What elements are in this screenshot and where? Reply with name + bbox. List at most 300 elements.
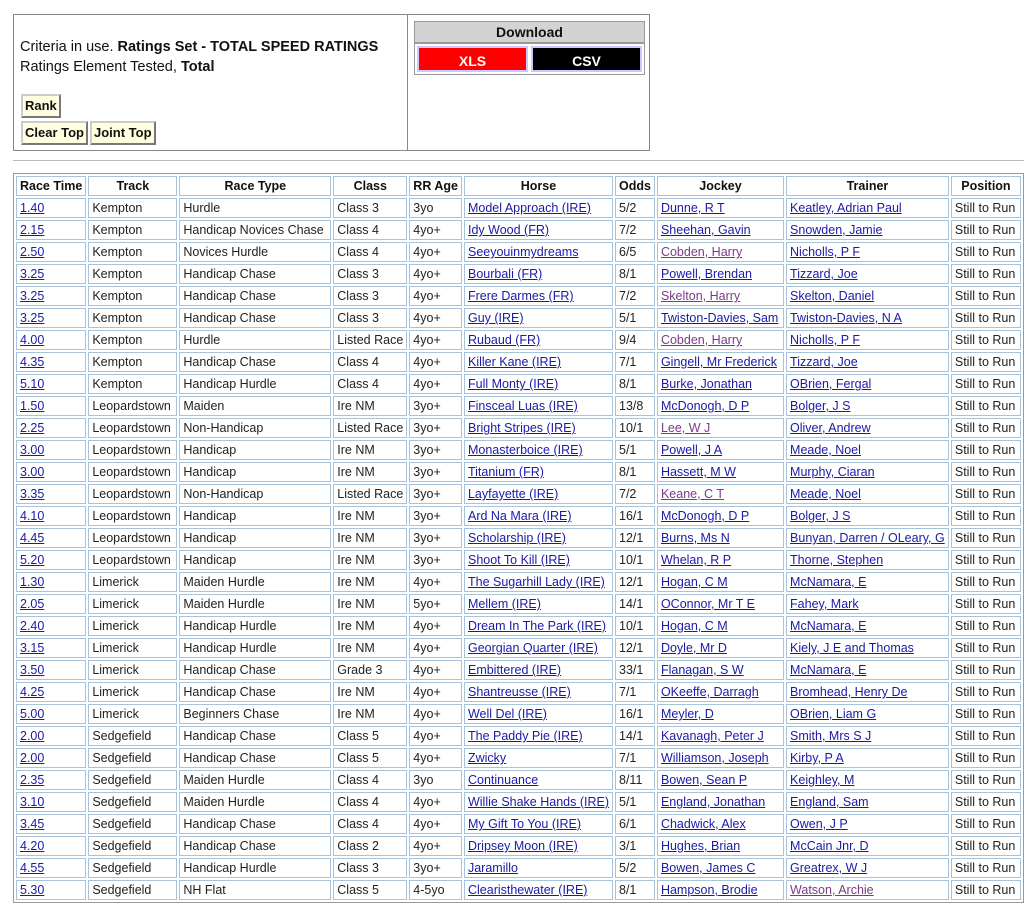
cell-position: Still to Run — [951, 704, 1021, 724]
cell-race-type: Handicap Chase — [179, 814, 331, 834]
trainer-link[interactable]: Tizzard, Joe — [790, 355, 858, 369]
cell-track: Sedgefield — [88, 858, 177, 878]
race-time-link[interactable]: 1.30 — [20, 575, 45, 589]
cell-trainer — [786, 308, 949, 328]
trainer-link[interactable]: Bolger, J S — [790, 399, 851, 413]
cell-rr-age: 3yo+ — [409, 418, 462, 438]
race-time-link[interactable]: 3.25 — [20, 289, 45, 303]
trainer-link[interactable]: Greatrex, W J — [790, 861, 868, 875]
table-header-row — [16, 176, 1021, 196]
cell-race-time — [16, 462, 86, 482]
cell-track: Kempton — [88, 286, 177, 306]
jockey-link[interactable]: Keane, C T — [660, 487, 724, 501]
cell-track: Sedgefield — [88, 880, 177, 900]
cell-odds: 6/1 — [615, 814, 655, 834]
trainer-link[interactable]: McCain Jnr, D — [790, 839, 869, 853]
trainer-link[interactable]: England, Sam — [790, 795, 869, 809]
cell-class: Ire NM — [333, 506, 407, 526]
cell-odds: 12/1 — [615, 638, 655, 658]
cell-horse — [464, 572, 613, 592]
horse-link[interactable]: Scholarship (IRE) — [467, 531, 566, 545]
cell-race-type: NH Flat — [179, 880, 331, 900]
cell-position: Still to Run — [951, 396, 1021, 416]
cell-odds: 5/1 — [615, 308, 655, 328]
cell-odds: 14/1 — [615, 726, 655, 746]
cell-position: Still to Run — [951, 462, 1021, 482]
race-time-link[interactable]: 3.15 — [20, 641, 45, 655]
cell-race-type: Maiden Hurdle — [179, 572, 331, 592]
jockey-link[interactable]: Powell, Brendan — [660, 267, 752, 281]
cell-odds: 8/1 — [615, 264, 655, 284]
race-time-link[interactable]: 5.20 — [20, 553, 45, 567]
jockey-link[interactable]: Cobden, Harry — [660, 245, 743, 259]
cell-race-type: Handicap Hurdle — [179, 638, 331, 658]
horse-link[interactable]: Dream In The Park (IRE) — [467, 619, 606, 633]
criteria-line-2 — [20, 57, 407, 77]
horse-link[interactable]: Killer Kane (IRE) — [467, 355, 562, 369]
cell-class: Listed Race — [333, 484, 407, 504]
race-time-link[interactable]: 3.10 — [20, 795, 45, 809]
jockey-link[interactable]: Skelton, Harry — [660, 289, 741, 303]
horse-link[interactable]: Full Monty (IRE) — [467, 377, 559, 391]
cell-track: Sedgefield — [88, 726, 177, 746]
cell-rr-age: 4yo+ — [409, 814, 462, 834]
cell-track: Sedgefield — [88, 748, 177, 768]
race-time-link[interactable]: 5.00 — [20, 707, 45, 721]
cell-jockey — [657, 836, 784, 856]
joint-top-button[interactable]: Joint Top — [90, 121, 156, 145]
cell-jockey — [657, 814, 784, 834]
trainer-link[interactable]: Meade, Noel — [790, 443, 861, 457]
cell-class: Ire NM — [333, 396, 407, 416]
jockey-link[interactable]: Meyler, D — [660, 707, 714, 721]
table-row — [16, 528, 1021, 548]
race-time-link[interactable]: 5.10 — [20, 377, 45, 391]
cell-rr-age: 3yo+ — [409, 550, 462, 570]
cell-position: Still to Run — [951, 484, 1021, 504]
cell-track: Limerick — [88, 572, 177, 592]
cell-odds: 7/2 — [615, 484, 655, 504]
cell-class: Class 2 — [333, 836, 407, 856]
jockey-link[interactable]: OKeeffe, Darragh — [660, 685, 759, 699]
trainer-link[interactable]: Skelton, Daniel — [790, 289, 875, 303]
cell-class: Listed Race — [333, 418, 407, 438]
cell-jockey — [657, 198, 784, 218]
trainer-link[interactable]: McNamara, E — [790, 575, 867, 589]
horse-link[interactable]: Shoot To Kill (IRE) — [467, 553, 570, 567]
cell-race-time — [16, 264, 86, 284]
cell-class: Class 5 — [333, 748, 407, 768]
cell-horse — [464, 396, 613, 416]
jockey-link[interactable]: Burns, Ms N — [660, 531, 730, 545]
horse-link[interactable]: Clearisthewater (IRE) — [467, 883, 588, 897]
jockey-link[interactable]: Kavanagh, Peter J — [660, 729, 764, 743]
horse-link[interactable]: Dripsey Moon (IRE) — [467, 839, 578, 853]
horse-link[interactable]: Frere Darmes (FR) — [467, 289, 574, 303]
clear-top-button[interactable]: Clear Top — [21, 121, 88, 145]
cell-race-type: Non-Handicap — [179, 484, 331, 504]
header-position: Position — [951, 176, 1021, 196]
cell-class: Class 5 — [333, 880, 407, 900]
divider — [13, 160, 1024, 161]
criteria-line-1 — [20, 37, 407, 57]
race-time-link[interactable]: 3.25 — [20, 311, 45, 325]
cell-track: Limerick — [88, 594, 177, 614]
cell-class: Class 4 — [333, 770, 407, 790]
horse-link[interactable]: Shantreusse (IRE) — [467, 685, 571, 699]
cell-jockey — [657, 506, 784, 526]
race-time-link[interactable]: 2.50 — [20, 245, 45, 259]
cell-odds: 16/1 — [615, 506, 655, 526]
horse-link[interactable]: Layfayette (IRE) — [467, 487, 559, 501]
race-time-link[interactable]: 2.40 — [20, 619, 45, 633]
trainer-link[interactable]: Twiston-Davies, N A — [790, 311, 902, 325]
trainer-link[interactable]: Keighley, M — [790, 773, 855, 787]
jockey-link[interactable]: Doyle, Mr D — [660, 641, 727, 655]
cell-track: Kempton — [88, 330, 177, 350]
cell-odds: 13/8 — [615, 396, 655, 416]
cell-rr-age: 4yo+ — [409, 352, 462, 372]
cell-trainer — [786, 682, 949, 702]
table-row — [16, 242, 1021, 262]
cell-class: Ire NM — [333, 704, 407, 724]
element-value: Total — [180, 59, 215, 75]
cell-odds: 10/1 — [615, 418, 655, 438]
cell-trainer — [786, 440, 949, 460]
cell-race-type: Hurdle — [179, 198, 331, 218]
race-time-link[interactable]: 4.35 — [20, 355, 45, 369]
cell-track: Leopardstown — [88, 550, 177, 570]
cell-trainer — [786, 418, 949, 438]
cell-position: Still to Run — [951, 836, 1021, 856]
jockey-link[interactable]: Twiston-Davies, Sam — [660, 311, 779, 325]
horse-link[interactable]: Embittered (IRE) — [467, 663, 562, 677]
cell-trainer — [786, 220, 949, 240]
cell-position: Still to Run — [951, 330, 1021, 350]
cell-jockey — [657, 286, 784, 306]
race-time-link[interactable]: 2.35 — [20, 773, 45, 787]
trainer-link[interactable]: Bolger, J S — [790, 509, 851, 523]
trainer-link[interactable]: Thorne, Stephen — [790, 553, 884, 567]
cell-rr-age: 4yo+ — [409, 638, 462, 658]
horse-link[interactable]: Seeyouinmydreams — [467, 245, 579, 259]
cell-position: Still to Run — [951, 440, 1021, 460]
cell-jockey — [657, 880, 784, 900]
cell-class: Ire NM — [333, 638, 407, 658]
trainer-link[interactable]: Snowden, Jamie — [790, 223, 883, 237]
jockey-link[interactable]: Gingell, Mr Frederick — [660, 355, 777, 369]
trainer-link[interactable]: Keatley, Adrian Paul — [790, 201, 902, 215]
trainer-link[interactable]: Owen, J P — [790, 817, 848, 831]
cell-race-time — [16, 286, 86, 306]
xls-download-button[interactable]: XLS — [417, 46, 528, 72]
cell-odds: 7/2 — [615, 220, 655, 240]
jockey-link[interactable]: Bowen, Sean P — [660, 773, 748, 787]
race-time-link[interactable]: 3.50 — [20, 663, 45, 677]
cell-track: Leopardstown — [88, 528, 177, 548]
cell-horse — [464, 858, 613, 878]
cell-rr-age: 4yo+ — [409, 374, 462, 394]
cell-odds: 7/1 — [615, 748, 655, 768]
cell-race-time — [16, 308, 86, 328]
race-time-link[interactable]: 4.10 — [20, 509, 45, 523]
race-time-link[interactable]: 4.20 — [20, 839, 45, 853]
race-time-link[interactable]: 1.40 — [20, 201, 45, 215]
horse-link[interactable]: Continuance — [467, 773, 539, 787]
cell-race-type: Maiden Hurdle — [179, 792, 331, 812]
header-horse: Horse — [464, 176, 613, 196]
cell-race-time — [16, 770, 86, 790]
trainer-link[interactable]: Fahey, Mark — [790, 597, 859, 611]
cell-race-type: Handicap Chase — [179, 264, 331, 284]
cell-horse — [464, 462, 613, 482]
cell-class: Ire NM — [333, 616, 407, 636]
cell-horse — [464, 352, 613, 372]
horse-link[interactable]: Bourbali (FR) — [467, 267, 543, 281]
cell-race-type: Handicap Chase — [179, 286, 331, 306]
jockey-link[interactable]: McDonogh, D P — [660, 399, 750, 413]
horse-link[interactable]: The Sugarhill Lady (IRE) — [467, 575, 605, 589]
cell-position: Still to Run — [951, 814, 1021, 834]
jockey-link[interactable]: Hassett, M W — [660, 465, 736, 479]
cell-race-type: Handicap — [179, 528, 331, 548]
race-time-link[interactable]: 2.05 — [20, 597, 45, 611]
cell-class: Class 4 — [333, 220, 407, 240]
race-time-link[interactable]: 4.55 — [20, 861, 45, 875]
horse-link[interactable]: Willie Shake Hands (IRE) — [467, 795, 609, 809]
table-row — [16, 462, 1021, 482]
cell-race-time — [16, 242, 86, 262]
cell-rr-age: 4yo+ — [409, 748, 462, 768]
horse-link[interactable]: Model Approach (IRE) — [467, 201, 591, 215]
trainer-link[interactable]: Nicholls, P F — [790, 245, 860, 259]
cell-trainer — [786, 814, 949, 834]
cell-track: Kempton — [88, 264, 177, 284]
cell-race-type: Handicap Chase — [179, 726, 331, 746]
table-row — [16, 572, 1021, 592]
table-row — [16, 594, 1021, 614]
horse-link[interactable]: Ard Na Mara (IRE) — [467, 509, 572, 523]
trainer-link[interactable]: OBrien, Fergal — [790, 377, 872, 391]
trainer-link[interactable]: Smith, Mrs S J — [790, 729, 872, 743]
cell-horse — [464, 682, 613, 702]
cell-odds: 5/1 — [615, 440, 655, 460]
cell-odds: 12/1 — [615, 528, 655, 548]
cell-odds: 7/1 — [615, 682, 655, 702]
cell-trainer — [786, 594, 949, 614]
cell-rr-age: 4yo+ — [409, 286, 462, 306]
trainer-link[interactable]: Watson, Archie — [790, 883, 874, 897]
race-time-link[interactable]: 5.30 — [20, 883, 45, 897]
cell-track: Sedgefield — [88, 770, 177, 790]
cell-race-time — [16, 792, 86, 812]
trainer-link[interactable]: Nicholls, P F — [790, 333, 860, 347]
cell-race-time — [16, 682, 86, 702]
horse-link[interactable]: My Gift To You (IRE) — [467, 817, 581, 831]
race-time-link[interactable]: 3.00 — [20, 443, 45, 457]
cell-rr-age: 3yo — [409, 198, 462, 218]
race-time-link[interactable]: 3.35 — [20, 487, 45, 501]
horse-link[interactable]: Idy Wood (FR) — [467, 223, 550, 237]
jockey-link[interactable]: Lee, W J — [660, 421, 711, 435]
jockey-link[interactable]: Dunne, R T — [660, 201, 725, 215]
criteria-panel — [13, 14, 650, 151]
header-class: Class — [333, 176, 407, 196]
race-time-link[interactable]: 3.00 — [20, 465, 45, 479]
trainer-link[interactable]: Kiely, J E and Thomas — [790, 641, 914, 655]
cell-race-time — [16, 748, 86, 768]
cell-jockey — [657, 220, 784, 240]
jockey-link[interactable]: Burke, Jonathan — [660, 377, 752, 391]
cell-odds: 7/2 — [615, 286, 655, 306]
cell-track: Limerick — [88, 638, 177, 658]
cell-class: Class 4 — [333, 352, 407, 372]
element-prefix: Ratings Element Tested, — [20, 59, 177, 75]
trainer-link[interactable]: McNamara, E — [790, 619, 867, 633]
cell-class: Class 4 — [333, 814, 407, 834]
cell-race-time — [16, 330, 86, 350]
cell-class: Class 5 — [333, 726, 407, 746]
jockey-link[interactable]: Whelan, R P — [660, 553, 732, 567]
cell-horse — [464, 550, 613, 570]
jockey-link[interactable]: Sheehan, Gavin — [660, 223, 751, 237]
jockey-link[interactable]: Bowen, James C — [660, 861, 756, 875]
jockey-link[interactable]: Hogan, C M — [660, 575, 728, 589]
cell-class: Class 3 — [333, 198, 407, 218]
cell-horse — [464, 638, 613, 658]
cell-class: Ire NM — [333, 550, 407, 570]
cell-trainer — [786, 660, 949, 680]
header-jockey: Jockey — [657, 176, 784, 196]
race-time-link[interactable]: 4.00 — [20, 333, 45, 347]
cell-position: Still to Run — [951, 220, 1021, 240]
cell-race-time — [16, 726, 86, 746]
cell-track: Sedgefield — [88, 836, 177, 856]
cell-trainer — [786, 396, 949, 416]
jockey-link[interactable]: Hughes, Brian — [660, 839, 741, 853]
cell-position: Still to Run — [951, 594, 1021, 614]
cell-rr-age: 4yo+ — [409, 220, 462, 240]
cell-trainer — [786, 374, 949, 394]
cell-track: Leopardstown — [88, 484, 177, 504]
cell-position: Still to Run — [951, 616, 1021, 636]
race-time-link[interactable]: 3.45 — [20, 817, 45, 831]
jockey-link[interactable]: Powell, J A — [660, 443, 723, 457]
race-time-link[interactable]: 2.00 — [20, 729, 45, 743]
cell-rr-age: 3yo+ — [409, 462, 462, 482]
horse-link[interactable]: Titanium (FR) — [467, 465, 544, 479]
trainer-link[interactable]: McNamara, E — [790, 663, 867, 677]
cell-rr-age: 4yo+ — [409, 242, 462, 262]
cell-horse — [464, 220, 613, 240]
race-time-link[interactable]: 2.00 — [20, 751, 45, 765]
race-time-link[interactable]: 4.25 — [20, 685, 45, 699]
horse-link[interactable]: The Paddy Pie (IRE) — [467, 729, 583, 743]
jockey-link[interactable]: Chadwick, Alex — [660, 817, 746, 831]
cell-race-type: Maiden — [179, 396, 331, 416]
cell-odds: 14/1 — [615, 594, 655, 614]
cell-race-type: Handicap — [179, 506, 331, 526]
race-time-link[interactable]: 1.50 — [20, 399, 45, 413]
trainer-link[interactable]: Kirby, P A — [790, 751, 844, 765]
horse-link[interactable]: Finsceal Luas (IRE) — [467, 399, 578, 413]
trainer-link[interactable]: Bromhead, Henry De — [790, 685, 908, 699]
cell-race-type: Handicap — [179, 462, 331, 482]
horse-link[interactable]: Monasterboice (IRE) — [467, 443, 583, 457]
trainer-link[interactable]: Oliver, Andrew — [790, 421, 871, 435]
horse-link[interactable]: Well Del (IRE) — [467, 707, 547, 721]
jockey-link[interactable]: Hogan, C M — [660, 619, 728, 633]
jockey-link[interactable]: OConnor, Mr T E — [660, 597, 755, 611]
cell-track: Limerick — [88, 660, 177, 680]
horse-link[interactable]: Guy (IRE) — [467, 311, 524, 325]
trainer-link[interactable]: Murphy, Ciaran — [790, 465, 875, 479]
cell-horse — [464, 660, 613, 680]
trainer-link[interactable]: Tizzard, Joe — [790, 267, 858, 281]
cell-jockey — [657, 858, 784, 878]
jockey-link[interactable]: England, Jonathan — [660, 795, 766, 809]
jockey-link[interactable]: Cobden, Harry — [660, 333, 743, 347]
trainer-link[interactable]: OBrien, Liam G — [790, 707, 877, 721]
cell-track: Limerick — [88, 682, 177, 702]
cell-position: Still to Run — [951, 308, 1021, 328]
cell-position: Still to Run — [951, 242, 1021, 262]
cell-track: Kempton — [88, 198, 177, 218]
horse-link[interactable]: Bright Stripes (IRE) — [467, 421, 576, 435]
horse-link[interactable]: Zwicky — [467, 751, 507, 765]
cell-odds: 5/2 — [615, 198, 655, 218]
cell-jockey — [657, 396, 784, 416]
cell-class: Ire NM — [333, 594, 407, 614]
table-row — [16, 814, 1021, 834]
jockey-link[interactable]: Williamson, Joseph — [660, 751, 769, 765]
cell-rr-age: 4yo+ — [409, 792, 462, 812]
table-body — [16, 198, 1021, 900]
rank-button[interactable]: Rank — [21, 94, 61, 118]
trainer-link[interactable]: Bunyan, Darren / OLeary, G — [790, 531, 945, 545]
horse-link[interactable]: Georgian Quarter (IRE) — [467, 641, 598, 655]
cell-rr-age: 3yo+ — [409, 484, 462, 504]
cell-rr-age: 4yo+ — [409, 330, 462, 350]
race-time-link[interactable]: 3.25 — [20, 267, 45, 281]
horse-link[interactable]: Mellem (IRE) — [467, 597, 541, 611]
horse-link[interactable]: Jaramillo — [467, 861, 518, 875]
cell-horse — [464, 528, 613, 548]
jockey-link[interactable]: McDonogh, D P — [660, 509, 750, 523]
cell-odds: 10/1 — [615, 616, 655, 636]
cell-jockey — [657, 726, 784, 746]
trainer-link[interactable]: Meade, Noel — [790, 487, 861, 501]
cell-rr-age: 3yo — [409, 770, 462, 790]
horse-link[interactable]: Rubaud (FR) — [467, 333, 541, 347]
race-time-link[interactable]: 2.15 — [20, 223, 45, 237]
cell-odds: 5/2 — [615, 858, 655, 878]
cell-race-time — [16, 814, 86, 834]
race-time-link[interactable]: 4.45 — [20, 531, 45, 545]
cell-position: Still to Run — [951, 528, 1021, 548]
cell-position: Still to Run — [951, 550, 1021, 570]
jockey-link[interactable]: Flanagan, S W — [660, 663, 744, 677]
cell-horse — [464, 242, 613, 262]
cell-odds: 8/11 — [615, 770, 655, 790]
cell-odds: 33/1 — [615, 660, 655, 680]
race-time-link[interactable]: 2.25 — [20, 421, 45, 435]
csv-download-button[interactable]: CSV — [531, 46, 642, 72]
cell-class: Class 4 — [333, 792, 407, 812]
cell-odds: 9/4 — [615, 330, 655, 350]
cell-class: Ire NM — [333, 682, 407, 702]
jockey-link[interactable]: Hampson, Brodie — [660, 883, 758, 897]
